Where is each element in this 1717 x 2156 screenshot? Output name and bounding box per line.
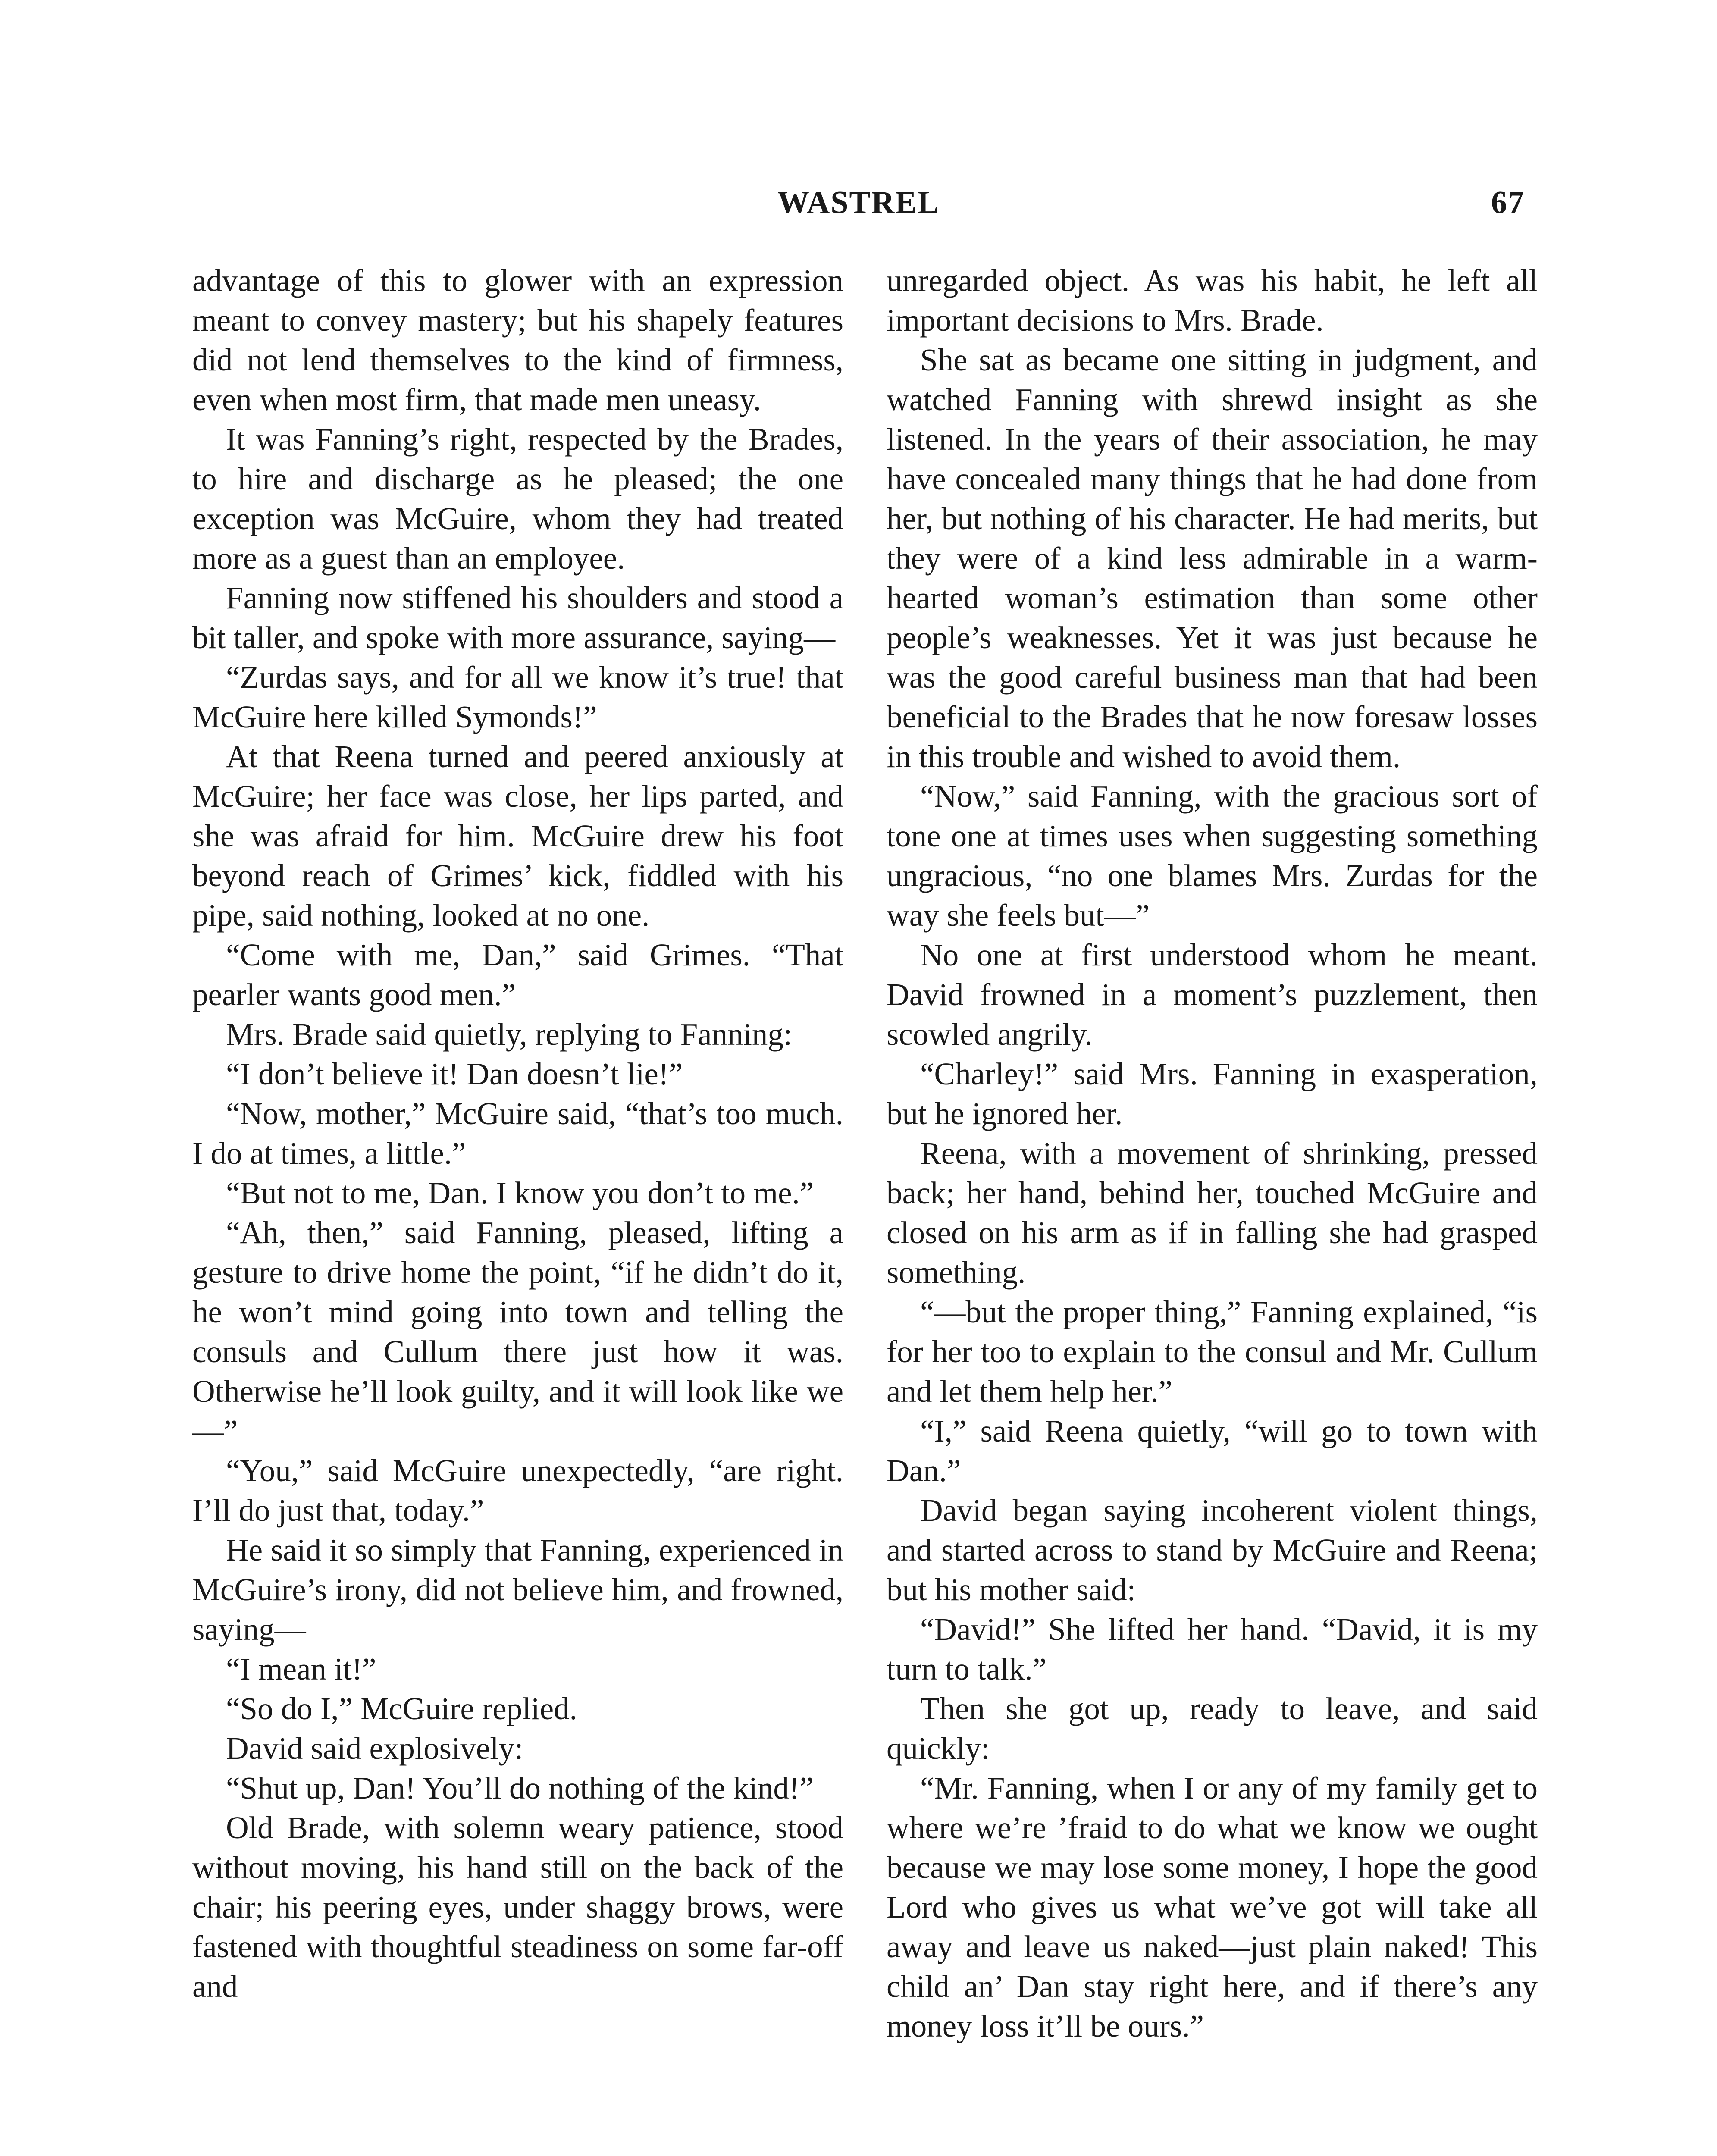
paragraph: “Ah, then,” said Fanning, pleased, lifting a gesture to drive home the point, “if he didn’t do it, he won’t mind going into town and telling the consuls and Cullum there just how it was. Otherwise he’ll look guilty, and it will look like we—” — [192, 1215, 843, 1448]
running-header — [192, 177, 1525, 229]
paragraph: Then she got up, ready to leave, and said quickly: — [887, 1691, 1538, 1766]
paragraph: “—but the proper thing,” Fanning explained, “is for her too to explain to the consul and Mr. Cullum and let them help her.” — [887, 1294, 1538, 1409]
paragraph: David began saying incoherent violent things, and started across to stand by McGuire and Reena; but his mother said: — [887, 1493, 1538, 1607]
running-title: WASTREL — [777, 185, 940, 220]
right-text-column — [887, 261, 1538, 2046]
paragraph: David said explosively: — [226, 1731, 523, 1766]
paragraph: Fanning now stiffened his shoulders and stood a bit taller, and spoke with more assurance, saying— — [192, 580, 843, 655]
paragraph: “I don’t believe it! Dan doesn’t lie!” — [226, 1056, 683, 1091]
paragraph: “I mean it!” — [226, 1651, 376, 1686]
paragraph: Mrs. Brade said quietly, replying to Fanning: — [226, 1017, 793, 1052]
paragraph: “Shut up, Dan! You’ll do nothing of the kind!” — [226, 1771, 814, 1805]
paragraph: “You,” said McGuire unexpectedly, “are right. I’ll do just that, today.” — [192, 1453, 843, 1528]
paragraph: unregarded object. As was his habit, he left all important decisions to Mrs. Brade. — [887, 263, 1538, 338]
paragraph: It was Fanning’s right, respected by the Brades, to hire and discharge as he pleased; the one exception was McGuire, whom they had treated more as a guest than an employee. — [192, 422, 843, 576]
paragraph: Reena, with a movement of shrinking, pressed back; her hand, behind her, touched McGuire and closed on his arm as if in falling she had grasped something. — [887, 1136, 1538, 1290]
paragraph: “Zurdas says, and for all we know it’s true! that McGuire here killed Symonds!” — [192, 660, 843, 734]
left-text-column — [192, 261, 843, 2006]
paragraph: “Now, mother,” McGuire said, “that’s too much. I do at times, a little.” — [192, 1096, 843, 1171]
paragraph: She sat as became one sitting in judgment, and watched Fanning with shrewd insight as she listened. In the years of their association, he may have concealed many things that he had done from her, but nothing of his character. He had merits, but they were of a kind less admirable in a warm-hearted woman’s estimation than some other people’s weaknesses. Yet it was just because he was the good careful business man that had been beneficial to the Brades that he now foresaw losses in this trouble and wished to avoid them. — [887, 342, 1538, 774]
paragraph: At that Reena turned and peered anxiously at McGuire; her face was close, her lips parted, and she was afraid for him. McGuire drew his foot beyond reach of Grimes’ kick, fiddled with his pipe, said nothing, looked at no one. — [192, 739, 843, 933]
paragraph: “So do I,” McGuire replied. — [226, 1691, 577, 1726]
paragraph: “Now,” said Fanning, with the gracious sort of tone one at times uses when suggesting something ungracious, “no one blames Mrs. Zurdas for the way she feels but—” — [887, 779, 1538, 933]
paragraph: Old Brade, with solemn weary patience, stood without moving, his hand still on the back of the chair; his peering eyes, under shaggy brows, were fastened with thoughtful steadiness on some far-off and — [192, 1810, 843, 2004]
paragraph: “Come with me, Dan,” said Grimes. “That pearler wants good men.” — [192, 937, 843, 1012]
paragraph: “I,” said Reena quietly, “will go to town with Dan.” — [887, 1413, 1538, 1488]
paragraph: “Charley!” said Mrs. Fanning in exasperation, but he ignored her. — [887, 1056, 1538, 1131]
page-number: 67 — [1491, 185, 1525, 220]
paragraph: advantage of this to glower with an expression meant to convey mastery; but his shapely features did not lend themselves to the kind of firmness, even when most firm, that made men uneasy. — [192, 263, 843, 417]
paragraph: “David!” She lifted her hand. “David, it is my turn to talk.” — [887, 1612, 1538, 1686]
paragraph: He said it so simply that Fanning, experienced in McGuire’s irony, did not believe him, and frowned, saying— — [192, 1532, 843, 1647]
paragraph: No one at first understood whom he meant. David frowned in a moment’s puzzlement, then scowled angrily. — [887, 937, 1538, 1052]
paragraph: “But not to me, Dan. I know you don’t to me.” — [226, 1175, 814, 1210]
paragraph: “Mr. Fanning, when I or any of my family get to where we’re ’fraid to do what we know we ought because we may lose some money, I hope the good Lord who gives us what we’ve got will take all away and leave us naked—just plain naked! This child an’ Dan stay right here, and if there’s any money loss it’ll be ours.” — [887, 1771, 1538, 2043]
